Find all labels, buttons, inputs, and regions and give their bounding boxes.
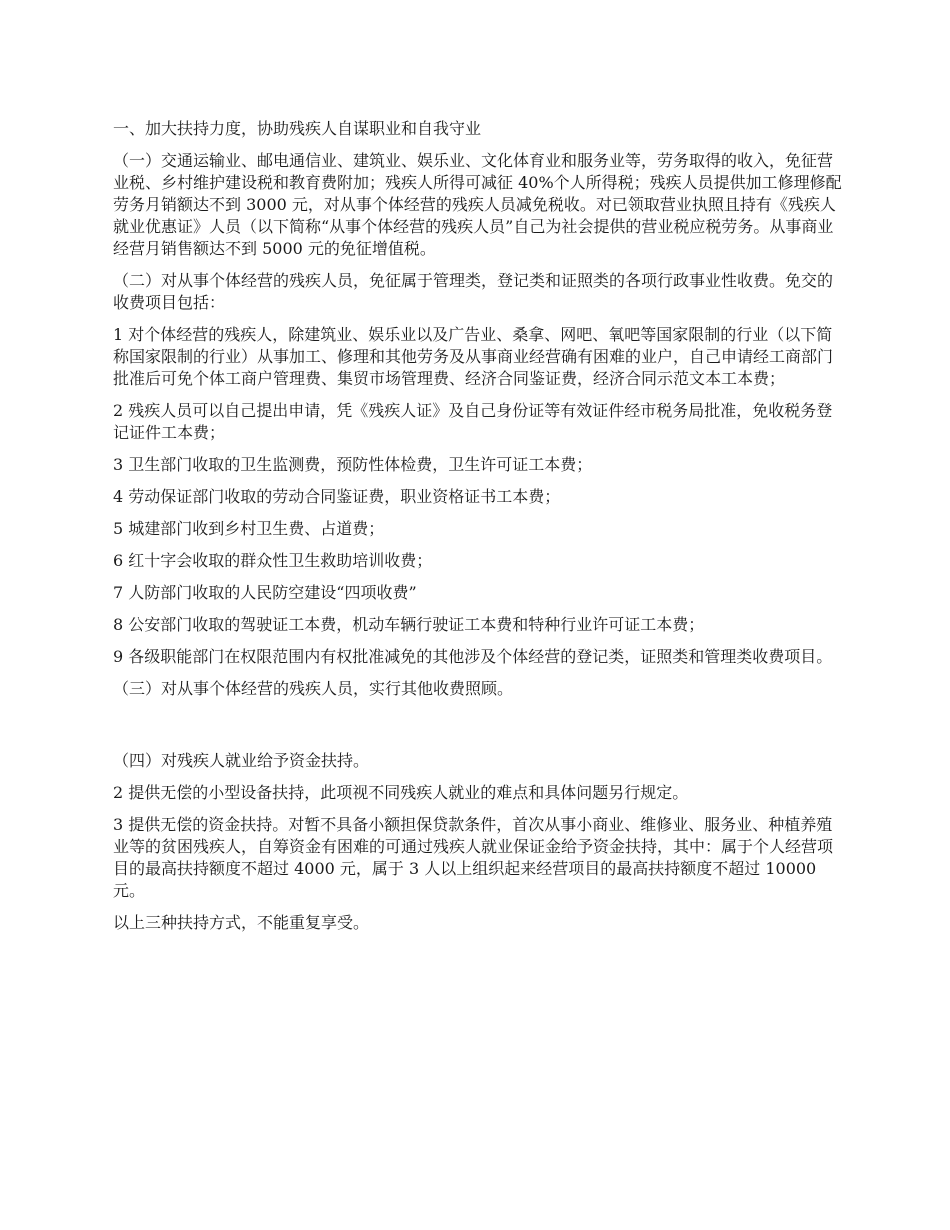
list-item: 2 提供无偿的小型设备扶持，此项视不同残疾人就业的难点和具体问题另行规定。 <box>113 783 689 802</box>
spacer <box>113 710 843 750</box>
list-item: 9 各级职能部门在权限范围内有权批准减免的其他涉及个体经营的登记类，证照类和管理类收费项目。 <box>113 647 833 666</box>
list-item: 5 城建部门收到乡村卫生费、占道费； <box>113 519 385 538</box>
list-item: 4 劳动保证部门收取的劳动合同鉴证费，职业资格证书工本费； <box>113 487 561 506</box>
paragraph-other-fees: （三）对从事个体经营的残疾人员，实行其他收费照顾。 <box>113 679 514 698</box>
paragraph-fee-exemption: （二）对从事个体经营的残疾人员，免征属于管理类，登记类和证照类的各项行政事业性收费。免交的收费项目包括： <box>113 271 834 312</box>
paragraph-funding-support: （四）对残疾人就业给予资金扶持。 <box>113 751 370 770</box>
list-item: 3 提供无偿的资金扶持。对暂不具备小额担保贷款条件，首次从事小商业、维修业、服务业、种植养殖业等的贫困残疾人，自筹资金有困难的可通过残疾人就业保证金给予资金扶持，其中：属于个人经营项目的最高扶持额度不超过 4000 元，属于 3 人以上组织起来经营项目的最高扶持额度不超过 10000 元。 <box>113 815 834 900</box>
paragraph-tax-exemption: （一）交通运输业、邮电通信业、建筑业、娱乐业、文化体育业和服务业等，劳务取得的收入，免征营业税、乡村维护建设税和教育费附加；残疾人所得可减征 40%个人所得税；残疾人员提供加工修理修配劳务月销额达不到 3000 元，对从事个体经营的残疾人员减免税收。对已领取营业执照且持有《残疾人就业优惠证》人员（以下简称“从事个体经营的残疾人员”自己为社会提供的营业税应税劳务。从事商业经营月销售额达不到 5000 元的免征增值税。 <box>113 151 842 258</box>
list-item: 6 红十字会收取的群众性卫生救助培训收费； <box>113 551 433 570</box>
list-item: 2 残疾人员可以自己提出申请，凭《残疾人证》及自己身份证等有效证件经市税务局批准，免收税务登记证件工本费； <box>113 401 833 442</box>
list-item: 3 卫生部门收取的卫生监测费，预防性体检费，卫生许可证工本费； <box>113 455 593 474</box>
list-item: 8 公安部门收取的驾驶证工本费，机动车辆行驶证工本费和特种行业许可证工本费； <box>113 615 705 634</box>
list-item: 7 人防部门收取的人民防空建设“四项收费” <box>113 583 417 602</box>
closing-note: 以上三种扶持方式，不能重复享受。 <box>113 913 370 932</box>
section-heading: 一、加大扶持力度，协助残疾人自谋职业和自我守业 <box>113 119 482 138</box>
document-body <box>113 118 843 944</box>
list-item: 1 对个体经营的残疾人，除建筑业、娱乐业以及广告业、桑拿、网吧、氧吧等国家限制的行业（以下简称国家限制的行业）从事加工、修理和其他劳务及从事商业经营确有困难的业户，自己申请经工商部门批准后可免个体工商户管理费、集贸市场管理费、经济合同鉴证费，经济合同示范文本工本费； <box>113 325 834 388</box>
